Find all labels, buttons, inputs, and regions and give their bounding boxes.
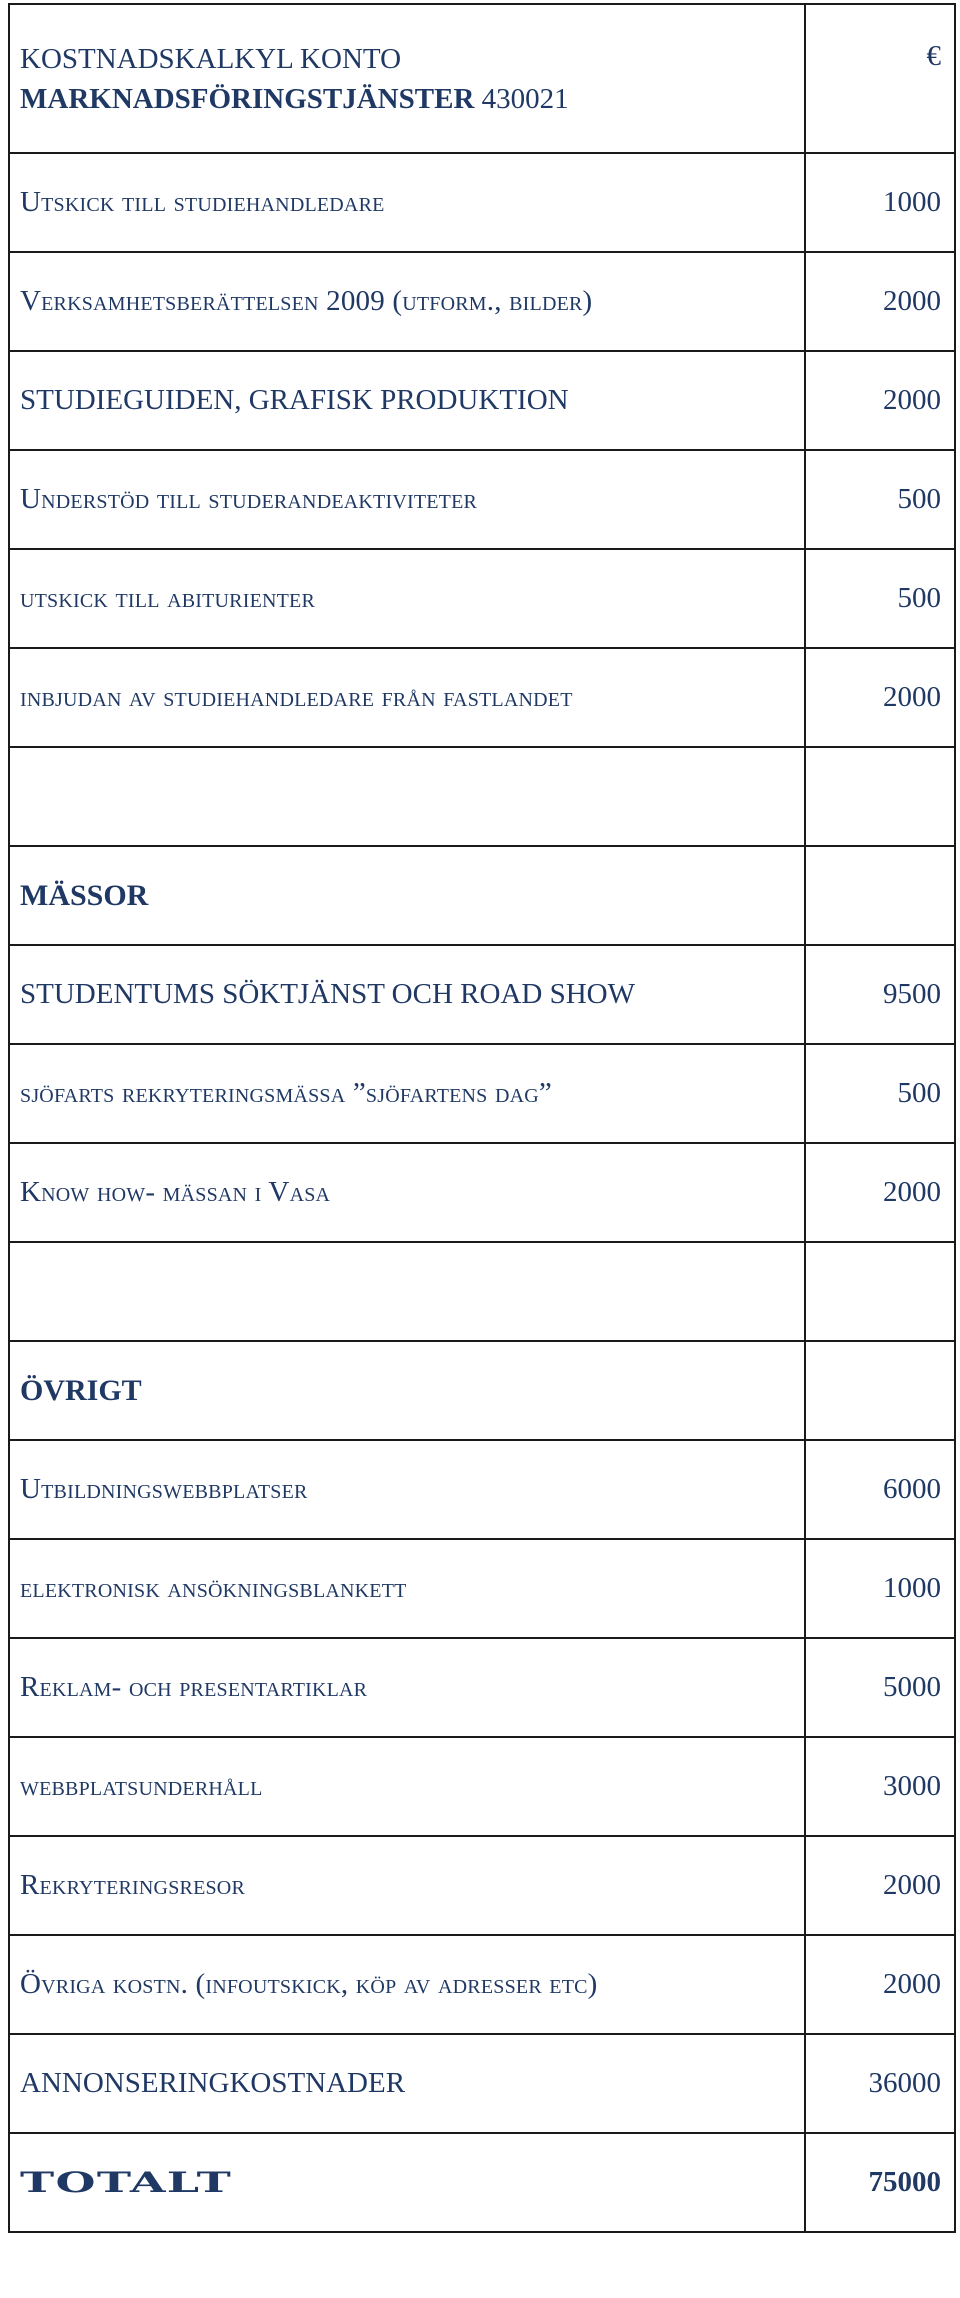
row-label: Verksamhetsberättelsen 2009 (utform., bilder) [20, 285, 593, 317]
cost-estimate-table-container [8, 3, 954, 2233]
row-label: Övriga kostn. (infoutskick, köp av adresser etc) [20, 1968, 598, 2000]
row-label-cell [9, 2034, 805, 2133]
total-label-cell [9, 2133, 805, 2232]
row-label: Utskick till studiehandledare [20, 186, 385, 218]
section-heading-massor: MÄSSOR [20, 878, 149, 912]
header-title-line2 [20, 79, 804, 119]
table-row [9, 1044, 955, 1143]
row-amount: 500 [805, 549, 955, 648]
table-row [9, 153, 955, 252]
section-heading-cell [9, 1341, 805, 1440]
row-label: inbjudan av studiehandledare från fastlandet [20, 681, 573, 713]
section-heading-ovrigt: ÖVRIGT [20, 1373, 142, 1407]
row-label-cell [9, 252, 805, 351]
row-label-cell [9, 1638, 805, 1737]
row-amount [805, 747, 955, 846]
row-label-cell [9, 648, 805, 747]
row-amount: 36000 [805, 2034, 955, 2133]
table-row [9, 450, 955, 549]
total-label: TOTALT [20, 2166, 233, 2199]
table-row [9, 1836, 955, 1935]
row-label-cell [9, 1440, 805, 1539]
row-label-cell [9, 1143, 805, 1242]
row-label-cell [9, 945, 805, 1044]
row-amount: 2000 [805, 1935, 955, 2034]
row-label-cell [9, 450, 805, 549]
table-row [9, 1737, 955, 1836]
row-label: Know how- mässan i Vasa [20, 1176, 331, 1208]
row-label: Reklam- och presentartiklar [20, 1671, 368, 1703]
table-row [9, 1539, 955, 1638]
row-amount: 500 [805, 450, 955, 549]
row-label: webbplatsunderhåll [20, 1770, 263, 1802]
row-label: Rekryteringsresor [20, 1869, 245, 1901]
empty-row [9, 1242, 955, 1341]
table-row [9, 252, 955, 351]
row-amount: 2000 [805, 252, 955, 351]
row-label-cell [9, 1737, 805, 1836]
row-label: STUDENTUMS SÖKTJÄNST OCH ROAD SHOW [20, 978, 635, 1010]
section-heading-row [9, 1341, 955, 1440]
table-row [9, 2034, 955, 2133]
row-label-cell [9, 549, 805, 648]
table-row [9, 351, 955, 450]
table-row [9, 1638, 955, 1737]
row-label-cell [9, 1044, 805, 1143]
row-label-cell [9, 1539, 805, 1638]
table-row [9, 1935, 955, 2034]
header-title-cell [9, 4, 805, 153]
total-amount: 75000 [805, 2133, 955, 2232]
row-label: STUDIEGUIDEN, GRAFISK PRODUKTION [20, 384, 569, 416]
table-row [9, 549, 955, 648]
header-account-name: MARKNADSFÖRINGSTJÄNSTER [20, 82, 475, 115]
row-amount: 9500 [805, 945, 955, 1044]
table-row [9, 648, 955, 747]
row-amount: 500 [805, 1044, 955, 1143]
row-amount [805, 1242, 955, 1341]
row-label [9, 747, 805, 846]
row-amount [805, 846, 955, 945]
row-label-cell [9, 351, 805, 450]
table-row [9, 1440, 955, 1539]
header-account-number: 430021 [481, 82, 569, 115]
row-label: elektronisk ansökningsblankett [20, 1572, 407, 1604]
row-amount: 6000 [805, 1440, 955, 1539]
cost-estimate-table [8, 3, 956, 2233]
total-row [9, 2133, 955, 2232]
row-label-cell [9, 1935, 805, 2034]
row-amount: 2000 [805, 648, 955, 747]
table-header-row [9, 4, 955, 153]
empty-row [9, 747, 955, 846]
row-label: sjöfarts rekryteringsmässa ”sjöfartens dag” [20, 1077, 552, 1109]
currency-symbol: € [926, 40, 941, 72]
row-label: Understöd till studerandeaktiviteter [20, 483, 478, 515]
row-label [9, 1242, 805, 1341]
table-row [9, 1143, 955, 1242]
row-amount [805, 1341, 955, 1440]
row-amount: 1000 [805, 153, 955, 252]
row-amount: 3000 [805, 1737, 955, 1836]
header-title-line1: KOSTNADSKALKYL KONTO [20, 42, 402, 75]
row-amount: 1000 [805, 1539, 955, 1638]
row-amount: 2000 [805, 1836, 955, 1935]
section-heading-cell [9, 846, 805, 945]
header-currency-cell [805, 4, 955, 153]
row-amount: 2000 [805, 1143, 955, 1242]
row-amount: 2000 [805, 351, 955, 450]
section-heading-row [9, 846, 955, 945]
row-label: utskick till abiturienter [20, 582, 316, 614]
row-amount: 5000 [805, 1638, 955, 1737]
row-label: ANNONSERINGKOSTNADER [20, 2067, 406, 2099]
row-label-cell [9, 153, 805, 252]
table-row [9, 945, 955, 1044]
row-label: Utbildningswebbplatser [20, 1473, 308, 1505]
row-label-cell [9, 1836, 805, 1935]
